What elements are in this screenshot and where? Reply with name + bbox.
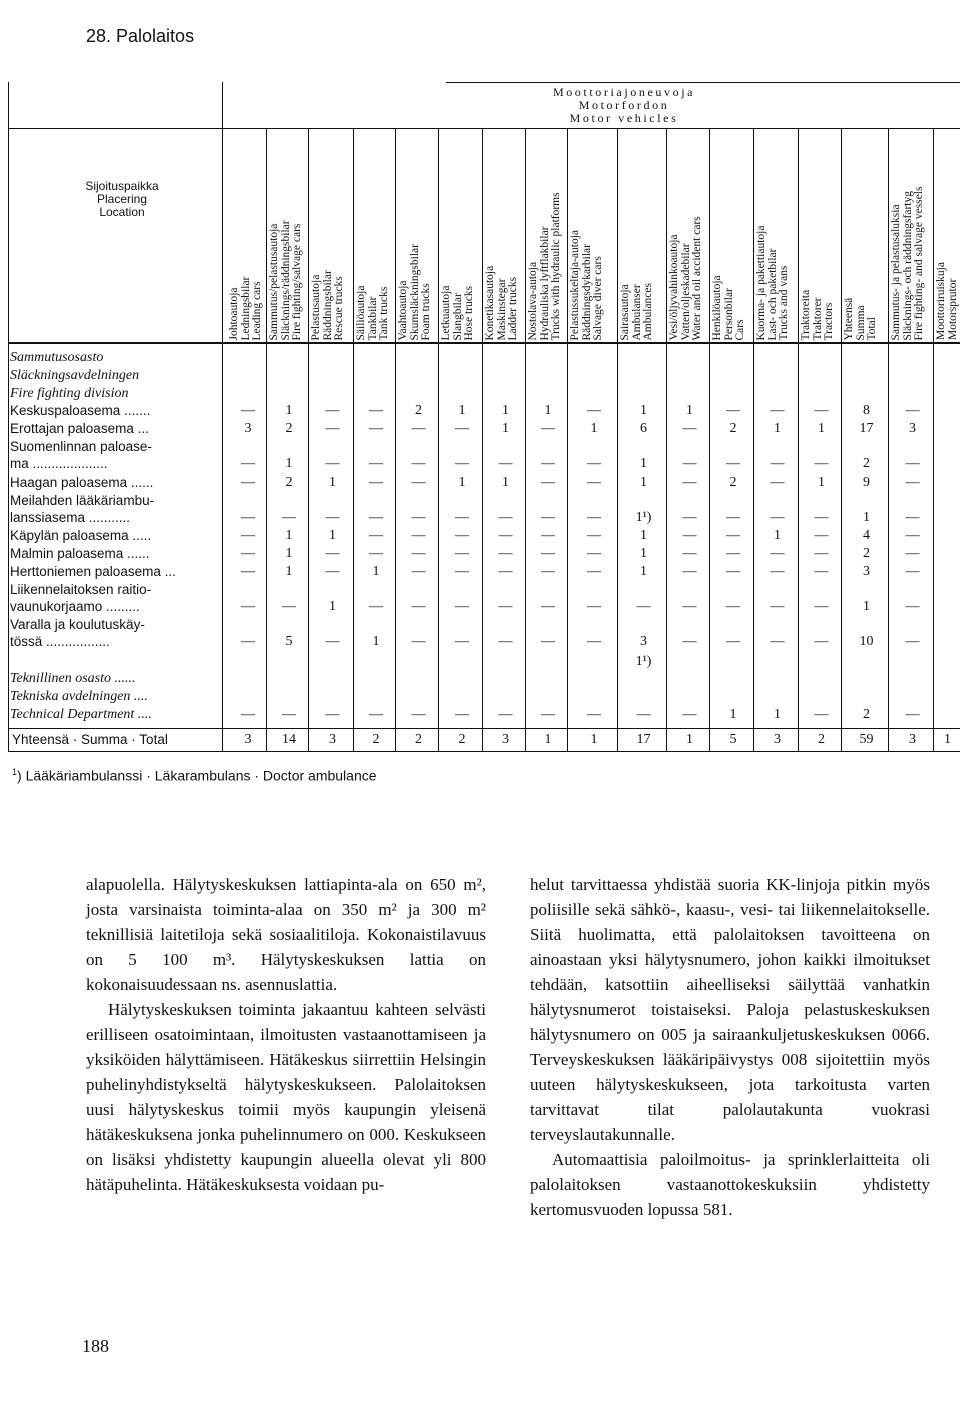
table-cell: 1 (502, 475, 509, 490)
table-cell: — (455, 546, 469, 561)
table-cell: — (541, 510, 555, 525)
row-label: Malmin paloasema ...... (10, 546, 150, 561)
section-label: Tekniska avdelningen .... (10, 689, 148, 704)
column-header-text: Sammutus- ja pelastusaluksia Släcknings- och räddningsfartyg Fire fighting- and salvage vessels (890, 186, 925, 340)
table-cell: — (682, 510, 697, 525)
table-cell: — (541, 599, 555, 614)
table-cell: — (770, 475, 785, 490)
section-label: Sammutusosasto (10, 350, 104, 365)
table-cell: — (369, 546, 383, 561)
table-cell: — (455, 599, 469, 614)
column-rule (841, 128, 842, 752)
table-cell: — (541, 564, 555, 579)
column-header (712, 170, 753, 340)
column-rule (482, 128, 483, 752)
table-cell: 1 (686, 403, 693, 418)
row-label: Varalla ja koulutuskäy- (10, 617, 145, 632)
column-header (936, 170, 958, 340)
total-top-rule (8, 728, 960, 729)
table-cell: — (814, 564, 829, 579)
column-header-text: Henkilöautoja Personbilar Cars (711, 274, 746, 340)
column-rule (266, 128, 267, 752)
column-header-text: Moottoriruiskuja Motorsprutor (935, 262, 959, 340)
column-rule (888, 128, 889, 752)
column-rule (709, 128, 710, 752)
table-cell: — (498, 599, 513, 614)
table-cell: — (369, 528, 383, 543)
table-cell: 17 (859, 421, 874, 436)
table-cell: 1 (372, 634, 380, 649)
total-cell: 59 (859, 732, 874, 747)
table-cell: — (241, 546, 255, 561)
section-label: Fire fighting division (10, 386, 129, 401)
table-cell: 4 (863, 528, 870, 543)
table-cell: — (241, 634, 255, 649)
table-cell: — (455, 564, 469, 579)
table-cell: — (814, 546, 829, 561)
column-header (570, 170, 617, 340)
header-top-rule (8, 128, 960, 129)
table-cell: — (241, 707, 255, 722)
table-cell: — (369, 403, 383, 418)
table-cell: — (814, 510, 829, 525)
table-cell: — (726, 456, 740, 471)
table-cell: — (241, 403, 255, 418)
group-header-line: Motorfordon (578, 98, 670, 112)
table-cell: — (369, 456, 383, 471)
table-cell: — (541, 421, 555, 436)
table-cell: 1 (774, 528, 781, 543)
row-label: Käpylän paloasema ..... (10, 528, 152, 543)
column-header (528, 170, 567, 340)
table-cell: 8 (863, 403, 870, 418)
table-cell: — (905, 546, 920, 561)
row-label: ma .................... (10, 456, 108, 471)
table-cell: — (411, 599, 426, 614)
group-header (446, 86, 802, 125)
table-cell: — (325, 634, 340, 649)
column-rule (933, 128, 934, 752)
location-header-line: Placering (96, 192, 148, 206)
total-cell: 2 (415, 732, 422, 747)
total-cell: 1 (590, 732, 598, 747)
column-header (311, 170, 353, 340)
table-cell: 1 (372, 564, 380, 579)
table-cell: 1 (285, 456, 293, 471)
total-label: Yhteensä · Summa · Total (12, 732, 168, 747)
table-cell: — (726, 599, 740, 614)
table-cell: — (726, 546, 740, 561)
table-cell: 5 (285, 634, 293, 649)
table-cell: 1 (544, 403, 552, 418)
text-column-right (530, 872, 930, 1222)
table-cell: — (541, 456, 555, 471)
table-cell: 9 (863, 475, 870, 490)
table-cell: 1 (774, 707, 781, 722)
table-cell: — (498, 546, 513, 561)
table-cell: — (682, 421, 697, 436)
row-label: Suomenlinnan paloase- (10, 439, 152, 454)
table-cell: 1 (729, 707, 737, 722)
table-cell: — (905, 475, 920, 490)
column-rule (395, 128, 396, 752)
table-cell: — (411, 528, 426, 543)
table-cell: 6 (640, 421, 647, 436)
table-cell: 1 (863, 599, 870, 614)
table-cell: — (241, 456, 255, 471)
table-cell: 1 (329, 599, 336, 614)
table-cell: 2 (285, 421, 293, 436)
column-header (620, 170, 666, 340)
table-cell: — (682, 599, 697, 614)
table-cell: 1 (640, 403, 647, 418)
section-label: Släckningsavdelningen (10, 368, 140, 383)
table-cell: 1 (818, 421, 825, 436)
group-header-line: Motor vehicles (569, 111, 679, 125)
table-cell: — (411, 475, 426, 490)
row-label: Herttoniemen paloasema ... (10, 564, 176, 579)
table-cell: — (411, 510, 426, 525)
table-cell: — (814, 599, 829, 614)
table-cell: — (770, 599, 785, 614)
table-cell: — (905, 634, 920, 649)
table-cell: — (411, 546, 426, 561)
table-cell: — (770, 510, 785, 525)
row-label: Meilahden lääkäriambu- (10, 493, 155, 508)
column-header (756, 170, 798, 340)
location-header-line: Sijoituspaikka (85, 179, 159, 193)
column-header (801, 170, 841, 340)
column-header-text: Kuorma- ja pakettiautoja Last- och paketbilar Trucks and vans (755, 225, 790, 340)
table-cell: 1 (774, 421, 781, 436)
table-cell: 2 (863, 707, 870, 722)
column-header (844, 170, 888, 340)
table-cell: 3 (863, 564, 870, 579)
table-cell: 3 (640, 634, 647, 649)
table-cell: — (726, 510, 740, 525)
table-cell: — (455, 634, 469, 649)
table-cell: — (905, 403, 920, 418)
total-cell: 3 (329, 732, 336, 747)
text-column-left (86, 872, 486, 1197)
table-cell: 10 (859, 634, 874, 649)
column-rule (753, 128, 754, 752)
table-cell: 2 (863, 546, 870, 561)
column-header-text: Pelastussukeltaja-autoja Räddningsdykarbilar Salvage diver cars (569, 229, 604, 340)
location-header-line: Location (99, 205, 145, 219)
table-cell: — (587, 403, 601, 418)
total-cell: 3 (909, 732, 916, 747)
table-cell: — (325, 421, 340, 436)
column-header-text: Sairasautoja Ambulanser Ambulances (619, 282, 654, 340)
column-header-text: Sammutus/pelastusautoja Släcknings/räddningsbilar Fire fighting/salvage cars (268, 219, 303, 340)
table-cell: — (770, 634, 785, 649)
total-cell: 1 (944, 732, 951, 747)
table-cell: — (814, 634, 829, 649)
table-cell: — (282, 510, 296, 525)
total-cell: 5 (729, 732, 737, 747)
column-header-text: Letkuautoja Slangbilar Hose trucks (440, 285, 475, 340)
table-cell: — (241, 599, 255, 614)
table-cell: 1 (458, 475, 466, 490)
table-cell: — (325, 546, 340, 561)
table-cell: — (682, 528, 697, 543)
column-rule (617, 128, 618, 752)
footnote: $^1$) Lääkäriambulanssi · Läkarambulans · Doctor ambulance (12, 767, 377, 784)
table-cell: 1 (640, 456, 647, 471)
column-header-text: Nostolava-autoja Hydrauliska lyftflakbilar Trucks with hydraulic platforms (527, 191, 562, 340)
table-cell: 1¹) (635, 510, 652, 525)
table-cell: — (587, 707, 601, 722)
table-cell: — (455, 707, 469, 722)
table-cell: — (682, 475, 697, 490)
table-cell: — (369, 421, 383, 436)
table-cell: — (325, 403, 340, 418)
table-top-rule (446, 82, 960, 83)
table-cell: — (587, 475, 601, 490)
column-header (398, 170, 438, 340)
table-cell: — (905, 599, 920, 614)
column-header (891, 170, 933, 340)
table-cell-note: 1¹) (635, 654, 652, 669)
table-cell: — (587, 599, 601, 614)
table-cell: — (770, 546, 785, 561)
table-cell: — (498, 707, 513, 722)
table-cell: 1 (285, 564, 293, 579)
group-header-line: Moottoriajoneuvoja (552, 85, 696, 99)
table-cell: — (814, 707, 829, 722)
table-cell: — (369, 475, 383, 490)
table-cell: 1 (329, 528, 336, 543)
column-header-text: Säiliöautoja Tankbilar Tank trucks (355, 285, 390, 340)
column-header-text: Pelastusautoja Räddningsbilar Rescue trucks (310, 269, 345, 340)
paragraph: Automaattisia paloilmoitus- ja sprinklerlaitteita oli palolaitoksen vastaanottokeskuksiin yhdistetty kertomusvuoden lopussa 581. (530, 1150, 930, 1219)
table-cell: — (498, 456, 513, 471)
table-cell: — (682, 634, 697, 649)
table-cell: 2 (863, 456, 870, 471)
table-cell: — (587, 456, 601, 471)
total-cell: 3 (244, 732, 252, 747)
column-header-text: Johtoautoja Ledningsbilar Leading cars (228, 276, 263, 340)
table-cell: — (369, 707, 383, 722)
column-header (441, 170, 482, 340)
table-cell: — (325, 707, 340, 722)
page-header: 28. Palolaitos (86, 26, 195, 46)
table-cell: 1 (458, 403, 466, 418)
stub-rule (222, 82, 223, 752)
section-label: Technical Department .... (10, 707, 152, 722)
table-cell: 2 (729, 475, 737, 490)
table-cell: — (282, 599, 296, 614)
table-cell: 3 (909, 421, 916, 436)
table-cell: — (587, 546, 601, 561)
table-cell: — (541, 475, 555, 490)
page-number: 188 (82, 1336, 109, 1356)
table-cell: — (541, 528, 555, 543)
total-cell: 3 (502, 732, 509, 747)
table-cell: — (905, 510, 920, 525)
table-cell: — (325, 564, 340, 579)
table-cell: — (498, 634, 513, 649)
table-cell: 1 (502, 421, 509, 436)
table-cell: 1 (640, 546, 647, 561)
table-cell: — (905, 456, 920, 471)
table-cell: 1 (640, 475, 647, 490)
table-cell: — (411, 634, 426, 649)
table-cell: — (636, 599, 651, 614)
table-cell: — (814, 456, 829, 471)
table-cell: — (411, 421, 426, 436)
row-label: Haagan paloasema ...... (10, 475, 154, 490)
row-label: Erottajan paloasema ... (10, 421, 149, 436)
table-cell: — (587, 564, 601, 579)
column-rule (438, 128, 439, 752)
table-cell: — (411, 564, 426, 579)
table-cell: — (241, 564, 255, 579)
row-label: lanssiasema ........... (10, 510, 131, 525)
table-cell: — (455, 528, 469, 543)
table-cell: — (770, 403, 785, 418)
table-cell: — (541, 546, 555, 561)
table-cell: — (498, 528, 513, 543)
table-cell: — (455, 421, 469, 436)
row-label: Liikennelaitoksen raitio- (10, 582, 152, 597)
total-cell: 1 (544, 732, 552, 747)
table-cell: — (325, 510, 340, 525)
column-rule (353, 128, 354, 752)
location-header (52, 180, 192, 219)
row-label: tössä ................. (10, 634, 110, 649)
table-cell: — (905, 528, 920, 543)
table-cell: 3 (244, 421, 252, 436)
total-cell: 14 (282, 732, 296, 747)
table-cell: — (411, 456, 426, 471)
total-cell: 3 (774, 732, 781, 747)
column-header-text: Konetikasautoja Maskinstegar Ladder trucks (484, 265, 519, 340)
table-left-rule (8, 82, 9, 752)
table-cell: — (726, 403, 740, 418)
table-cell: — (241, 475, 255, 490)
table-cell: — (241, 510, 255, 525)
total-cell: 1 (686, 732, 693, 747)
table-cell: — (682, 707, 697, 722)
table-cell: 1 (285, 403, 293, 418)
total-bottom-rule (8, 751, 960, 752)
total-cell: 2 (818, 732, 825, 747)
table-cell: — (905, 707, 920, 722)
table-cell: — (498, 564, 513, 579)
table-cell: 2 (415, 403, 422, 418)
column-rule (308, 128, 309, 752)
total-cell: 2 (372, 732, 380, 747)
table-cell: — (587, 634, 601, 649)
row-label: vaunukorjaamo ......... (10, 599, 140, 614)
table-cell: 1 (818, 475, 825, 490)
table-cell: 1 (590, 421, 598, 436)
table-cell: — (498, 510, 513, 525)
column-header-text: Vaahtoautoja Skumsläckningsbilar Foam trucks (397, 243, 432, 340)
table-cell: — (369, 510, 383, 525)
table-cell: — (541, 707, 555, 722)
table-cell: 2 (285, 475, 293, 490)
table-cell: 1 (285, 546, 293, 561)
column-rule (798, 128, 799, 752)
column-header (485, 170, 525, 340)
row-label: Keskuspaloasema ....... (10, 403, 151, 418)
column-header (669, 170, 709, 340)
column-header (229, 170, 266, 340)
table-cell: — (726, 528, 740, 543)
table-cell: — (541, 634, 555, 649)
total-cell: 17 (636, 732, 651, 747)
table-cell: — (682, 564, 697, 579)
column-header-text: Yhteensä Summa Total (843, 297, 878, 340)
table-cell: — (411, 707, 426, 722)
table-cell: — (455, 510, 469, 525)
table-cell: — (455, 456, 469, 471)
paragraph: alapuolella. Hälytyskeskuksen lattiapinta-ala on 650 m², josta varsinaista toiminta-alaa on 350 m² ja 300 m² teknillisiä laitetiloja sekä sosiaalitiloja. Kokonaistilavuus on 5 100 m³. Hälytyskeskuksen lattia on kokonaisuudessaan ns. asennuslattia. (86, 875, 486, 994)
table-cell: — (814, 528, 829, 543)
table-cell: 1 (863, 510, 870, 525)
table-cell: 1 (640, 528, 647, 543)
table-cell: — (682, 456, 697, 471)
table-cell: — (726, 564, 740, 579)
table-cell: — (369, 599, 383, 614)
table-cell: — (770, 456, 785, 471)
table-cell: — (587, 510, 601, 525)
column-header (269, 170, 308, 340)
table-cell: 1 (502, 403, 509, 418)
section-label: Teknillinen osasto ...... (10, 671, 136, 686)
header-bottom-rule (8, 342, 960, 344)
table-cell: — (726, 634, 740, 649)
table-cell: — (636, 707, 651, 722)
table-cell: — (682, 546, 697, 561)
paragraph: helut tarvittaessa yhdistää suoria KK-linjoja pitkin myös poliisille sekä sähkö-, kaasu-, vesi- tai liikennelaitokselle. Siitä huolimatta, että palolaitoksen tavoitteena on ainoastaan yksi hälytysnumero, johon kaikki ilmoitukset tehdään, katsottiin aiheelliseksi säilyttää vanhatkin hälytysnumerot toistaiseksi. Paloja pelastuskeskuksen hälytysnumero on 005 ja sairaankuljetuskeskuksen 0066. Terveyskeskuksen lääkäripäivystys 008 sijoitettiin myös uuteen hälytyskeskukseen, jota tarkoitusta varten tarvittavat tilat palolautakunta vuokrasi terveyslautakunnalle. (530, 875, 930, 1144)
table-cell: — (282, 707, 296, 722)
table-cell: 1 (329, 475, 336, 490)
column-header (356, 170, 395, 340)
column-rule (525, 128, 526, 752)
table-cell: — (905, 564, 920, 579)
table-cell: — (241, 528, 255, 543)
table-cell: — (587, 528, 601, 543)
column-rule (567, 128, 568, 752)
table-cell: — (325, 456, 340, 471)
column-header-text: Vesi/öljyvahinkoautoja Vatten/oljeskadebilar Water and oil accident cars (668, 215, 703, 340)
table-cell: 2 (729, 421, 737, 436)
paragraph: Hälytyskeskuksen toiminta jakaantuu kahteen selvästi erilliseen osatoimintaan, ilmoitusten vastaanottamiseen ja yksiköiden hälyttämiseen. Hätäkeskus siirrettiin Helsingin puhelinyhdistykseltä hälytyskeskukseen. Palolaitoksen uusi hälytyskeskus toimii myös kaupungin yleisenä hätäkeskuksena jonka puhelinnumero on 000. Keskukseen on lisäksi yhdistetty kaupungin alueella olevat yli 800 hätäpuhelinta. Hätäkeskuksesta voidaan pu- (86, 1000, 486, 1194)
table-cell: 1 (640, 564, 647, 579)
table-cell: — (770, 564, 785, 579)
column-rule (666, 128, 667, 752)
column-header-text: Traktoreita Traktorer Tractors (800, 289, 835, 340)
table-cell: 1 (285, 528, 293, 543)
total-cell: 2 (458, 732, 466, 747)
table-cell: — (814, 403, 829, 418)
